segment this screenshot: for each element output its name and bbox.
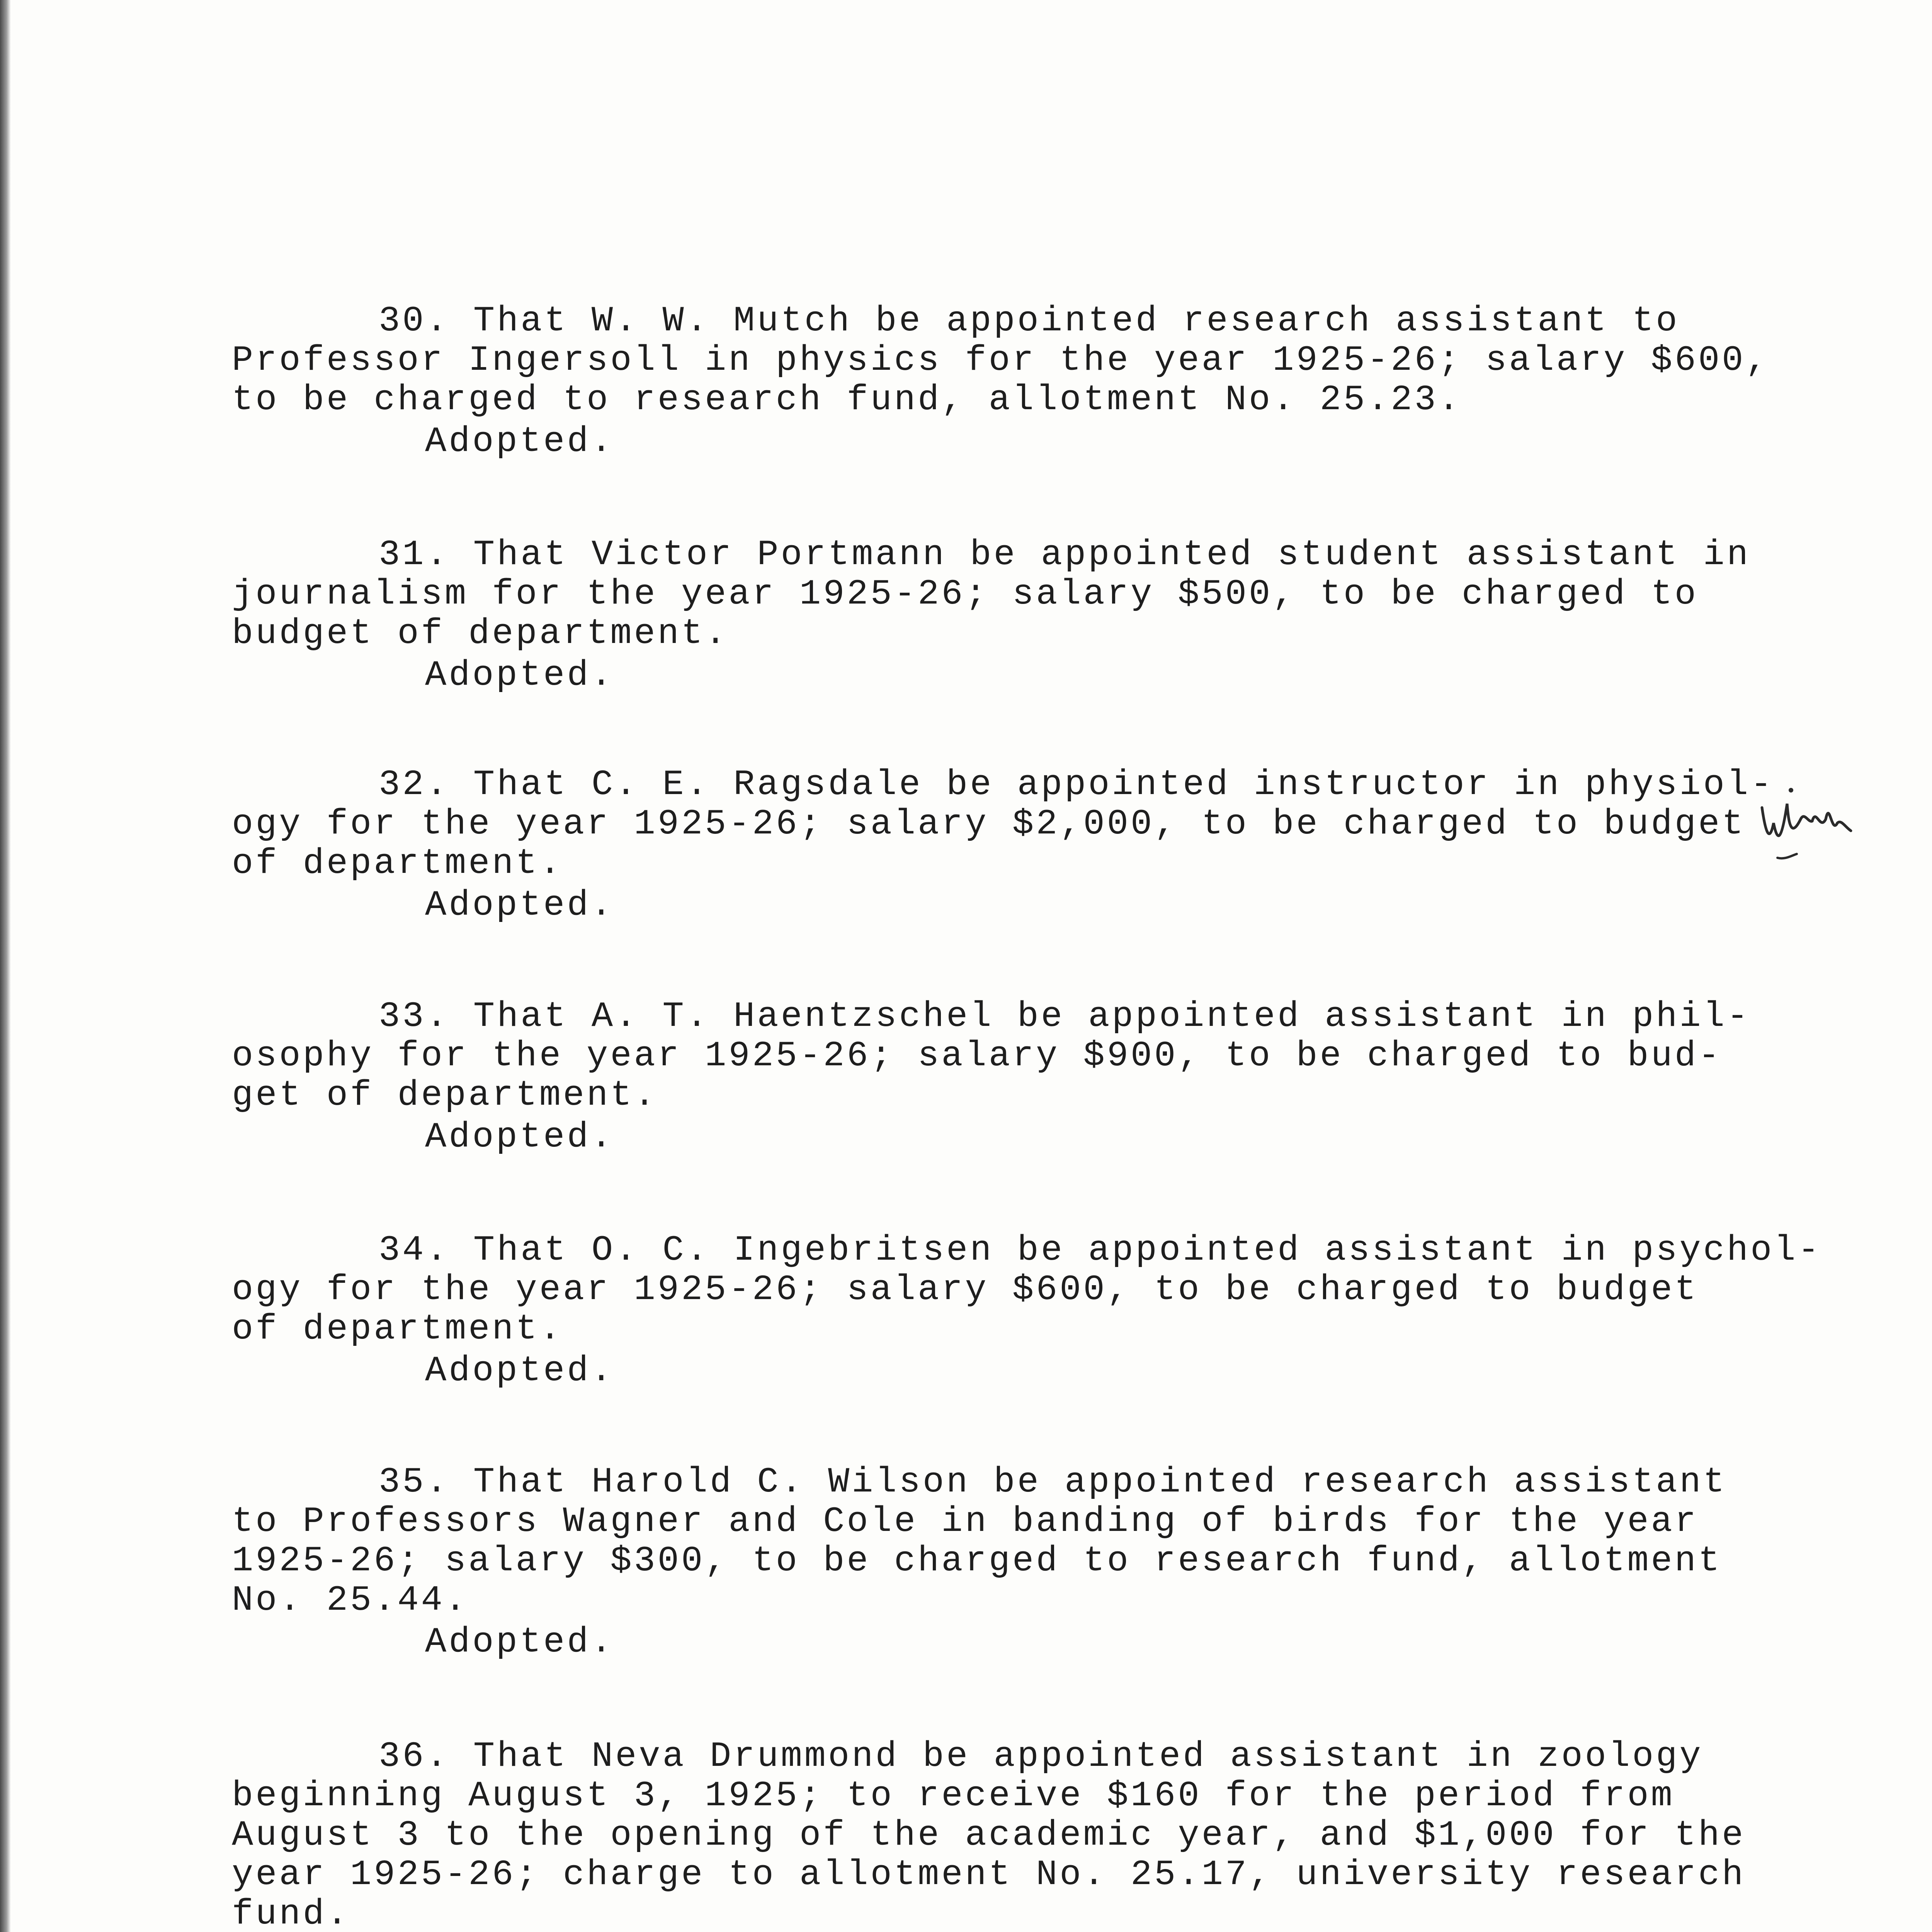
recommendation-line: journalism for the year 1925-26; salary $500, to be charged to [232, 574, 1698, 614]
recommendation-line: August 3 to the opening of the academic year, and $1,000 for the [232, 1815, 1746, 1855]
recommendation-line: of department. [232, 1309, 563, 1349]
item-number: 31. [379, 534, 450, 575]
adopted-status: Adopted. [425, 1350, 614, 1391]
recommendation-line: 32. That C. E. Ragsdale be appointed instructor in physiol- [379, 764, 1774, 805]
adopted-status: Adopted. [425, 885, 614, 925]
adopted-status: Adopted. [425, 655, 614, 696]
recommendation-line: to Professors Wagner and Cole in banding of birds for the year [232, 1501, 1698, 1542]
recommendation-line: osophy for the year 1925-26; salary $900, to be charged to bud- [232, 1036, 1722, 1076]
recommendation-line: 1925-26; salary $300, to be charged to research fund, allotment [232, 1541, 1722, 1581]
adopted-status: Adopted. [425, 1117, 614, 1157]
handwriting-stroke [1762, 804, 1851, 836]
recommendation-31 [232, 534, 1751, 696]
recommendation-line: 30. That W. W. Mutch be appointed research assistant to [379, 301, 1680, 341]
item-number: 36. [379, 1736, 450, 1777]
recommendation-36 [232, 1737, 1747, 1932]
recommendation-34 [232, 1230, 1821, 1391]
recommendation-line: budget of department. [232, 613, 729, 654]
recommendation-line: 34. That O. C. Ingebritsen be appointed assistant in psychol- [379, 1230, 1821, 1270]
item-number: 32. [379, 764, 450, 805]
recommendation-35 [232, 1463, 1747, 1662]
scan-edge [0, 0, 11, 1932]
recommendation-line: beginning August 3, 1925; to receive $160 for the period from [232, 1776, 1675, 1816]
item-number: 34. [379, 1230, 450, 1270]
recommendation-line: fund. [232, 1894, 350, 1932]
recommendation-line: 33. That A. T. Haentzschel be appointed assistant in phil- [379, 996, 1751, 1037]
recommendation-line: to be charged to research fund, allotment No. 25.23. [232, 379, 1462, 420]
recommendation-33 [232, 996, 1751, 1157]
item-number: 33. [379, 996, 450, 1037]
recommendation-30 [232, 301, 1769, 462]
recommendation-line: 31. That Victor Portmann be appointed student assistant in [379, 534, 1751, 575]
recommendation-line: ogy for the year 1925-26; salary $600, to be charged to budget [232, 1269, 1698, 1310]
recommendation-32 [232, 764, 1774, 925]
recommendation-line: No. 25.44. [232, 1580, 469, 1621]
item-number: 35. [379, 1462, 450, 1502]
item-number: 30. [379, 301, 450, 341]
recommendation-line: 36. That Neva Drummond be appointed assistant in zoology [379, 1736, 1703, 1777]
recommendation-line: year 1925-26; charge to allotment No. 25.17, university research [232, 1854, 1746, 1895]
adopted-status: Adopted. [425, 1622, 614, 1662]
recommendation-line: 35. That Harold C. Wilson be appointed research assistant [379, 1462, 1727, 1502]
adopted-status: Adopted. [425, 421, 614, 462]
recommendation-line: get of department. [232, 1075, 658, 1116]
recommendation-line: ogy for the year 1925-26; salary $2,000, to be charged to budget [232, 804, 1746, 844]
handwriting-stroke [1777, 854, 1797, 858]
recommendation-line: of department. [232, 843, 563, 884]
recommendation-line: Professor Ingersoll in physics for the year 1925-26; salary $600, [232, 340, 1769, 381]
handwritten-margin-note [1754, 777, 1855, 877]
handwriting-dot [1789, 788, 1793, 793]
